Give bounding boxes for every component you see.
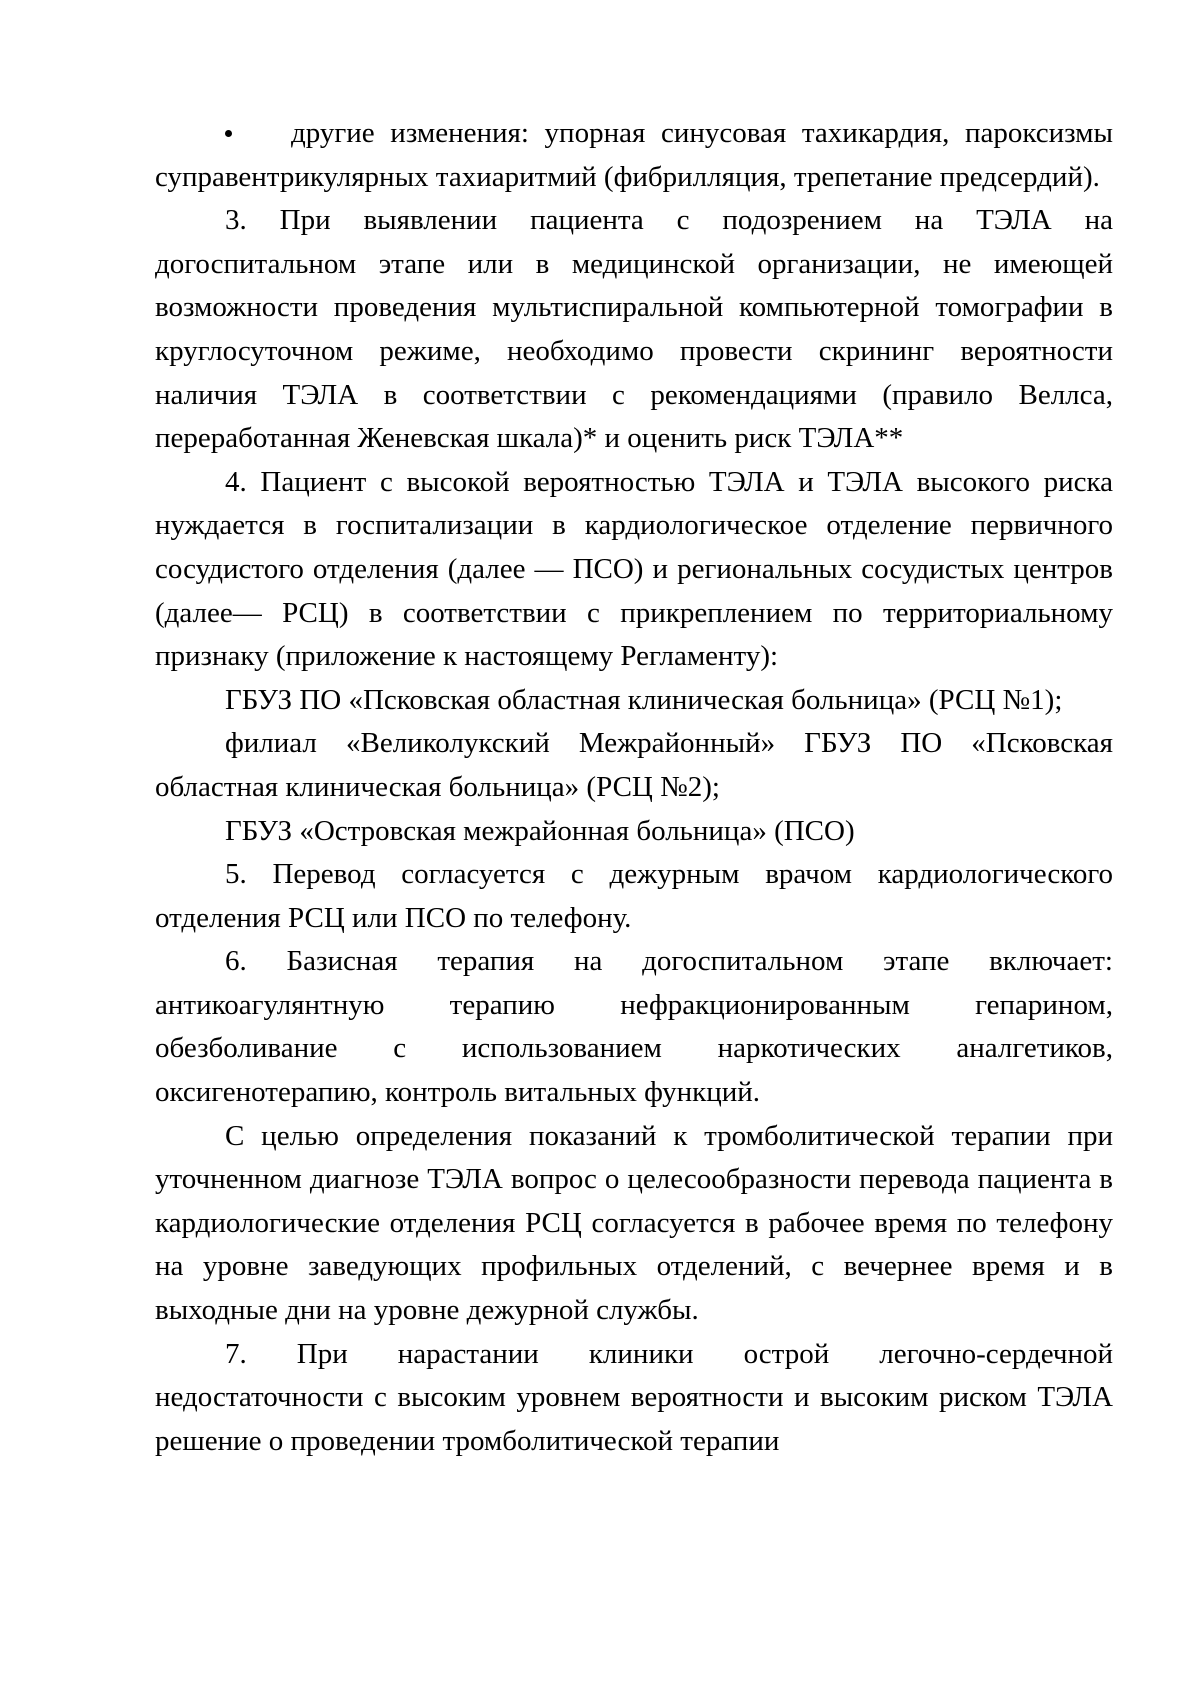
paragraph-item-3 <box>155 199 1113 461</box>
item-number: 7. <box>225 1337 247 1370</box>
paragraph-text: Базисная терапия на догоспитальном этапе включает: антикоагулянтную терапию нефракционированным гепарином, обезболивание с использованием наркотических аналгетиков, оксигенотерапию, контроль витальных функций. <box>155 945 1113 1109</box>
paragraph-text: филиал «Великолукский Межрайонный» ГБУЗ ПО «Псковская областная клиническая больница» (РСЦ №2); <box>155 727 1113 803</box>
item-number: 6. <box>225 945 247 978</box>
paragraph-thrombolysis <box>155 1115 1113 1333</box>
paragraph-text: При нарастании клиники острой легочно-сердечной недостаточности с высоким уровнем вероятности и высоким риском ТЭЛА решение о проведении тромболитической терапии <box>155 1337 1113 1457</box>
document-body <box>155 112 1113 1463</box>
item-number: 3. <box>225 204 247 237</box>
paragraph-text: ГБУЗ «Островская межрайонная больница» (ПСО) <box>225 814 855 847</box>
paragraph-text: ГБУЗ ПО «Псковская областная клиническая больница» (РСЦ №1); <box>225 683 1063 716</box>
paragraph-text: При выявлении пациента с подозрением на ТЭЛА на догоспитальном этапе или в медицинской организации, не имеющей возможности проведения мультиспиральной компьютерной томографии в круглосуточном режиме, необходимо провести скрининг вероятности наличия ТЭЛА в соответствии с рекомендациями (правило Веллса, переработанная Женевская шкала)* и оценить риск ТЭЛА** <box>155 204 1113 455</box>
paragraph-item-5 <box>155 853 1113 940</box>
organization-line <box>155 679 1113 723</box>
paragraph-text: Пациент с высокой вероятностью ТЭЛА и ТЭЛА высокого риска нуждается в госпитализации в кардиологическое отделение первичного сосудистого отделения (далее — ПСО) и региональных сосудистых центров (далее— РСЦ) в соответствии с прикреплением по территориальному признаку (приложение к настоящему Регламенту): <box>155 465 1113 673</box>
item-number: 4. <box>225 465 247 498</box>
organization-line <box>155 810 1113 854</box>
bullet-dot-icon <box>225 130 232 137</box>
paragraph-text: Перевод согласуется с дежурным врачом кардиологического отделения РСЦ или ПСО по телефону. <box>155 858 1114 934</box>
bullet-paragraph <box>155 112 1113 199</box>
item-number: 5. <box>225 858 247 891</box>
bullet-marker <box>225 112 291 156</box>
organization-line <box>155 722 1113 809</box>
paragraph-text: С целью определения показаний к тромболитической терапии при уточненном диагнозе ТЭЛА вопрос о целесообразности перевода пациента в кардиологические отделения РСЦ согласуется в рабочее время по телефону на уровне заведующих профильных отделений, с вечернее время и в выходные дни на уровне дежурной службы. <box>155 1119 1113 1327</box>
paragraph-item-6 <box>155 940 1113 1114</box>
paragraph-item-7 <box>155 1333 1113 1464</box>
paragraph-item-4 <box>155 461 1113 679</box>
bullet-text: другие изменения: упорная синусовая тахикардия, пароксизмы суправентрикулярных тахиаритмий (фибрилляция, трепетание предсердий). <box>155 117 1113 193</box>
